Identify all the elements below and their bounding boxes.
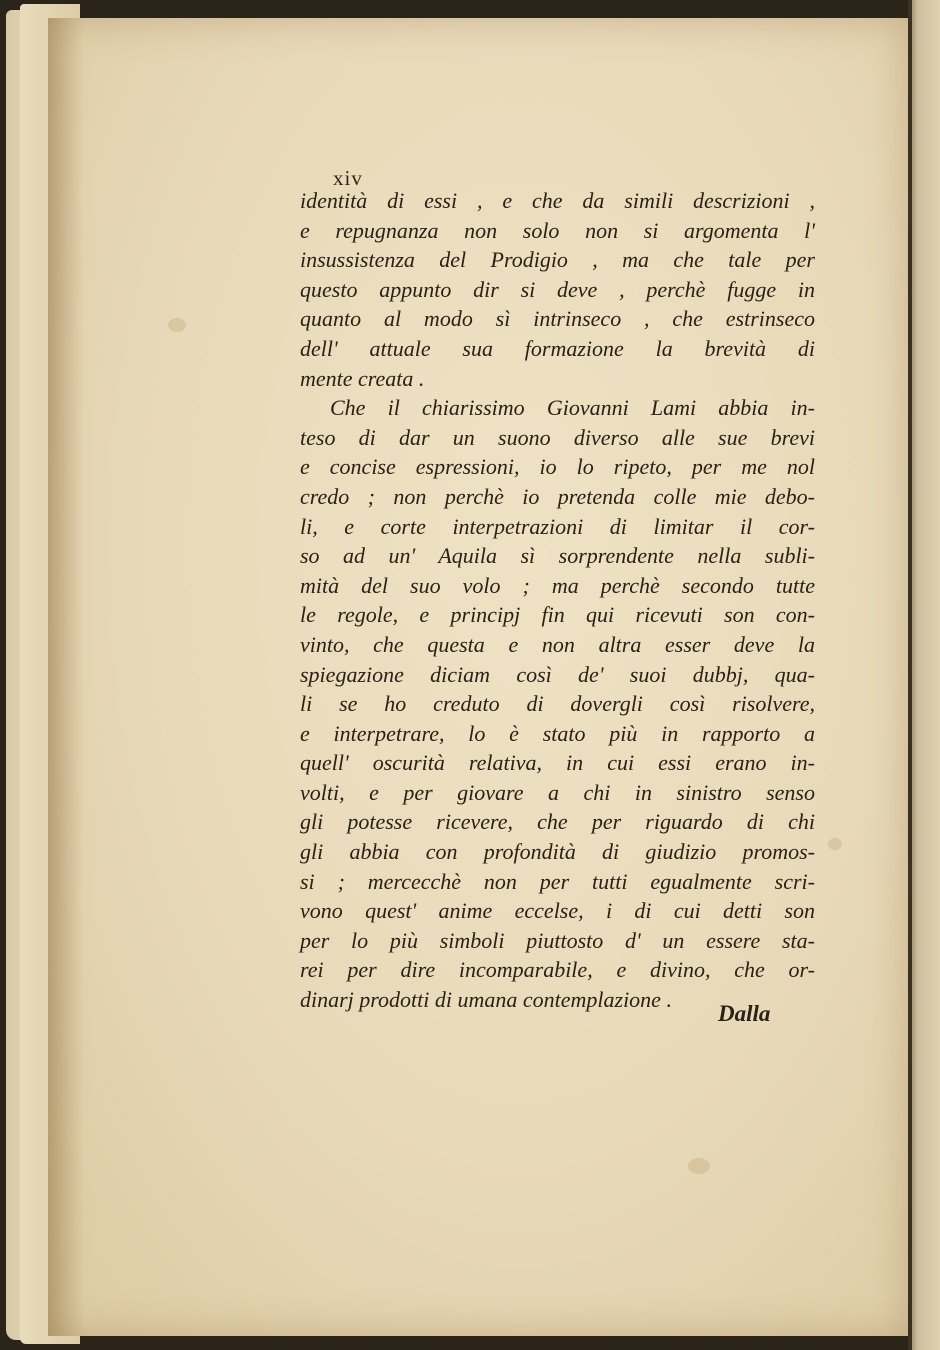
text-line: dinarj prodotti di umana contemplazione .: [300, 987, 672, 1013]
text-line: li, e corte interpetrazioni di limitar il cor-: [300, 513, 815, 539]
text-line: si ; mercecchè non per tutti egualmente scri-: [300, 868, 815, 894]
text-line: le regole, e principj fin qui ricevuti son con-: [300, 602, 815, 628]
text-line: quell' oscurità relativa, in cui essi erano in-: [300, 750, 815, 776]
text-line: dell' attuale sua formazione la brevità di: [300, 335, 815, 361]
text-line: e concise espressioni, io lo ripeto, per me nol: [300, 454, 815, 480]
foxing-spot: [828, 838, 842, 850]
text-line: credo ; non perchè io pretenda colle mie debo-: [300, 483, 815, 509]
text-line: mità del suo volo ; ma perchè secondo tutte: [300, 572, 815, 598]
text-line: gli potesse ricevere, che per riguardo di chi: [300, 809, 815, 835]
text-line: vinto, che questa e non altra esser deve la: [300, 631, 815, 657]
text-line: rei per dire incomparabile, e divino, che or-: [300, 957, 815, 983]
text-line: quanto al modo sì intrinseco , che estrinseco: [300, 306, 815, 332]
foxing-spot: [688, 1158, 710, 1174]
text-line: Che il chiarissimo Giovanni Lami abbia in-: [330, 395, 815, 421]
text-line: mente creata .: [300, 365, 425, 391]
text-line: so ad un' Aquila sì sorprendente nella subli-: [300, 543, 815, 569]
text-line: questo appunto dir si deve , perchè fugge in: [300, 276, 815, 302]
text-line: identità di essi , e che da simili descrizioni ,: [300, 188, 815, 213]
text-line: volti, e per giovare a chi in sinistro senso: [300, 779, 815, 805]
body-text: [300, 186, 815, 1015]
catchword: Dalla: [718, 1001, 771, 1026]
text-line: gli abbia con profondità di giudizio promos-: [300, 839, 815, 865]
foxing-spot: [168, 318, 186, 332]
text-line: insussistenza del Prodigio , ma che tale per: [300, 247, 815, 273]
text-line: spiegazione diciam così de' suoi dubbj, qua-: [300, 661, 815, 687]
page-number: xiv: [333, 166, 363, 190]
text-line: per lo più simboli piuttosto d' un essere sta-: [300, 927, 815, 953]
text-line: vono quest' anime eccelse, i di cui detti son: [300, 898, 815, 924]
facing-page-edge: [908, 0, 940, 1350]
text-line: teso di dar un suono diverso alle sue brevi: [300, 424, 815, 450]
text-line: li se ho creduto di dovergli così risolvere,: [300, 691, 815, 717]
text-line: e interpetrare, lo è stato più in rapporto a: [300, 720, 815, 746]
text-line: e repugnanza non solo non si argomenta l': [300, 217, 815, 243]
